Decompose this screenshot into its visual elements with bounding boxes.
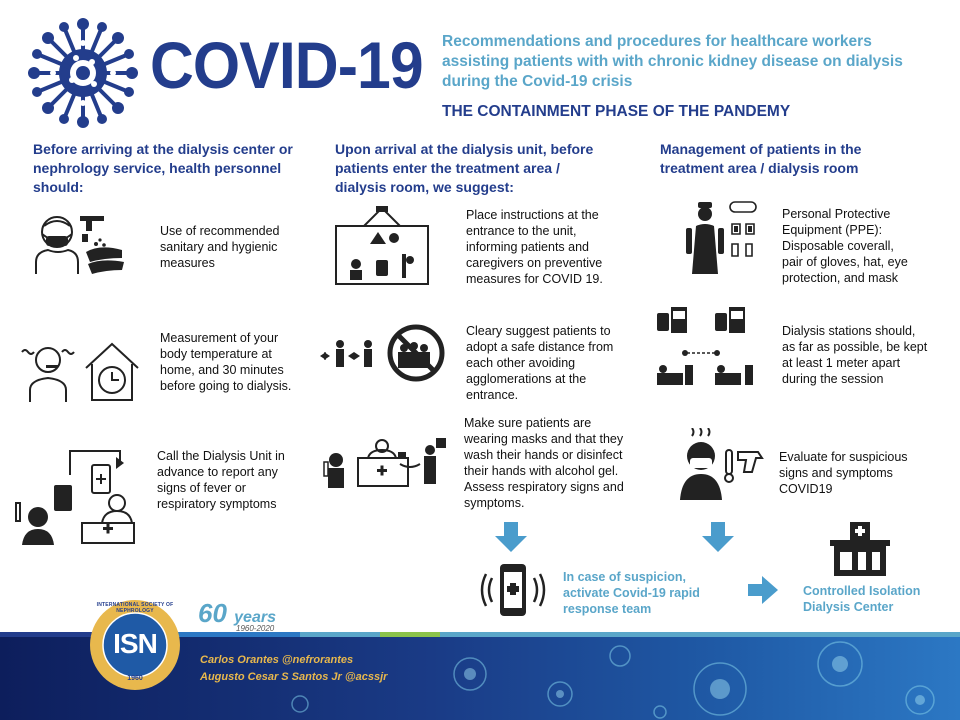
badge-text: ISN [113, 628, 157, 659]
badge-year: 1960 [127, 675, 143, 682]
call-dialysis-unit-icon [12, 445, 137, 545]
suspicion-text: In case of suspicion, activate Covid-19 rapid response team [563, 570, 700, 616]
years-number: 60 [198, 598, 227, 628]
instructions-board-icon [332, 204, 432, 286]
column-2-item-1: Place instructions at the entrance to the unit, informing patients and caregivers on preventive measures for COVID 19. [466, 208, 603, 286]
isolation-text: Controlled Isolation Dialysis Center [803, 584, 921, 614]
fever-check-icon [676, 428, 766, 500]
column-1-item-3: Call the Dialysis Unit in advance to report any signs of fever or respiratory symptoms [157, 449, 285, 511]
column-3-item-2: Dialysis stations should, as far as possible, be kept at least 1 meter apart during the session [782, 324, 928, 386]
mask-check-icon [322, 436, 447, 491]
down-arrow-icon [495, 522, 527, 552]
column-3-item-3: Evaluate for suspicious signs and symptoms COVID19 [779, 450, 908, 496]
down-arrow-icon [702, 522, 734, 552]
credit-2: Augusto Cesar S Santos Jr @acssjr [200, 671, 388, 683]
ppe-equipment-icon [686, 198, 761, 276]
badge-ring-text: INTERNATIONAL SOCIETY OF NEPHROLOGY [96, 602, 174, 614]
virus-logo-icon [28, 18, 138, 128]
column-3-heading: Management of patients in the treatment area / dialysis room [660, 141, 862, 176]
column-1-item-2: Measurement of your body temperature at home, and 30 minutes before going to dialysis. [160, 331, 292, 393]
credit-1: Carlos Orantes @nefrorantes [200, 654, 354, 666]
phase-title: THE CONTAINMENT PHASE OF THE PANDEMY [442, 103, 791, 120]
subtitle: Recommendations and procedures for healthcare workers assisting patients with with chronic kidney disease on dialysis during the Covid-19 crisis [442, 33, 903, 90]
column-1-item-1: Use of recommended sanitary and hygienic measures [160, 224, 280, 270]
years-range: 1960-2020 [236, 624, 275, 633]
hand-washing-icon [30, 208, 130, 278]
years-word: years [234, 609, 276, 626]
emergency-phone-icon [478, 562, 548, 618]
dialysis-stations-icon [655, 305, 765, 395]
right-arrow-icon [748, 576, 778, 604]
social-distance-icon [318, 322, 453, 384]
isolation-center-icon [830, 520, 890, 578]
logo-title: COVID-19 [150, 28, 423, 102]
column-2-heading: Upon arrival at the dialysis unit, before patients enter the treatment area / dialysis room, we suggest: [335, 141, 594, 195]
column-1-heading: Before arriving at the dialysis center or nephrology service, health personnel should: [33, 141, 293, 195]
column-3-item-1: Personal Protective Equipment (PPE): Disposable coverall, pair of gloves, hat, eye protection, and mask [782, 207, 908, 285]
thermometer-home-icon [20, 338, 145, 403]
column-2-item-2: Cleary suggest patients to adopt a safe distance from each other avoiding agglomerations at the entrance. [466, 324, 614, 402]
column-2-item-3: Make sure patients are wearing masks and that they wash their hands or disinfect their hands with alcohol gel. Assess respiratory signs and symptoms. [464, 416, 624, 510]
